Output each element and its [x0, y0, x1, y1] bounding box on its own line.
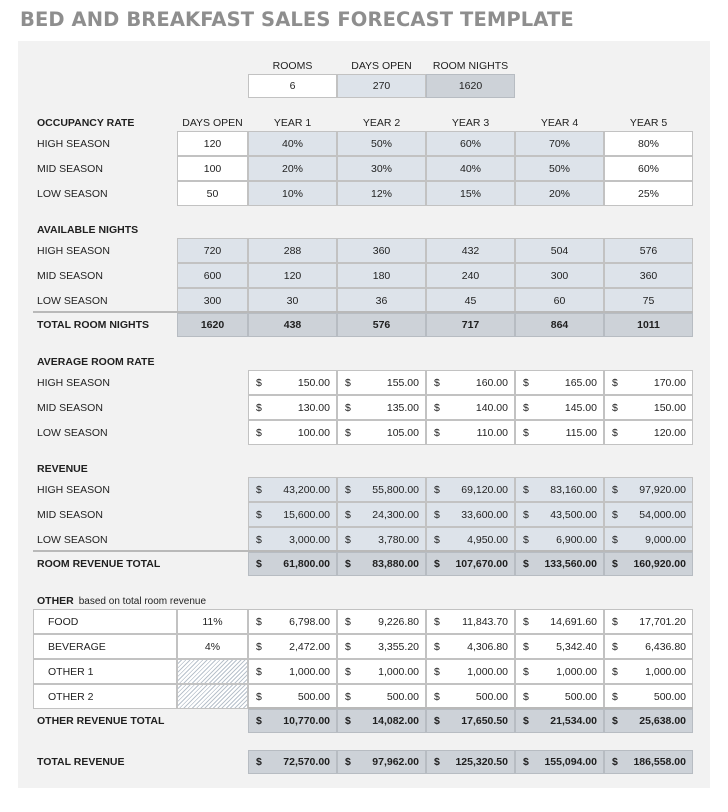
available-nights-cell[interactable]: 600: [177, 263, 248, 288]
amount-value: 1,000.00: [289, 665, 330, 678]
total-room-nights-cell[interactable]: 1011: [604, 313, 693, 337]
occupancy-cell[interactable]: 40%: [426, 156, 515, 181]
currency-symbol: $: [523, 401, 529, 414]
other-row-label[interactable]: FOOD: [33, 609, 177, 634]
amount-value: 145.00: [564, 401, 597, 414]
row-label: HIGH SEASON: [37, 244, 110, 257]
amount-value: 9,000.00: [645, 533, 686, 546]
summary-value[interactable]: 6: [248, 74, 337, 98]
other-revenue-cell[interactable]: [248, 609, 337, 634]
currency-symbol: $: [612, 640, 618, 653]
amount-value: 21,534.00: [550, 715, 597, 727]
currency-symbol: $: [434, 401, 440, 414]
occupancy-column-header: YEAR 2: [362, 117, 401, 129]
occupancy-cell[interactable]: 20%: [248, 156, 337, 181]
row-label: MID SEASON: [37, 162, 103, 175]
currency-symbol: $: [256, 401, 262, 414]
amount-value: 6,900.00: [556, 533, 597, 546]
currency-symbol: $: [434, 426, 440, 439]
other-revenue-cell[interactable]: [248, 634, 337, 659]
currency-symbol: $: [612, 615, 618, 628]
section-title-available-nights: AVAILABLE NIGHTS: [37, 224, 139, 236]
currency-symbol: $: [256, 558, 262, 570]
other-revenue-total-cell[interactable]: [248, 709, 337, 733]
revenue-cell[interactable]: [248, 527, 337, 552]
amount-value: 2,472.00: [289, 640, 330, 653]
other-note: based on total room revenue: [78, 595, 207, 607]
currency-symbol: $: [523, 533, 529, 546]
occupancy-cell[interactable]: 60%: [426, 131, 515, 156]
page-title: BED AND BREAKFAST SALES FORECAST TEMPLATE: [20, 8, 574, 31]
amount-value: 61,800.00: [283, 558, 330, 570]
amount-value: 500.00: [653, 690, 686, 703]
occupancy-column-header: YEAR 5: [629, 117, 668, 129]
amount-value: 150.00: [653, 401, 686, 414]
amount-value: 3,000.00: [289, 533, 330, 546]
room-rate-cell[interactable]: [515, 395, 604, 420]
available-nights-cell[interactable]: 36: [337, 288, 426, 313]
revenue-cell[interactable]: [248, 502, 337, 527]
currency-symbol: $: [256, 483, 262, 496]
occupancy-cell[interactable]: 80%: [604, 131, 693, 156]
section-title-occupancy: OCCUPANCY RATE: [37, 117, 135, 129]
currency-symbol: $: [612, 756, 618, 768]
row-label: HIGH SEASON: [37, 137, 110, 150]
room-rate-cell[interactable]: [337, 420, 426, 445]
currency-symbol: $: [523, 640, 529, 653]
other-revenue-total-cell[interactable]: [337, 709, 426, 733]
available-nights-cell[interactable]: 180: [337, 263, 426, 288]
amount-value: 4,306.80: [467, 640, 508, 653]
currency-symbol: $: [612, 715, 618, 727]
amount-value: 6,436.80: [645, 640, 686, 653]
available-nights-cell[interactable]: 240: [426, 263, 515, 288]
currency-symbol: $: [434, 690, 440, 703]
row-label: MID SEASON: [37, 269, 103, 282]
currency-symbol: $: [345, 558, 351, 570]
amount-value: 10,770.00: [283, 715, 330, 727]
amount-value: 135.00: [386, 401, 419, 414]
other-revenue-cell[interactable]: [604, 634, 693, 659]
available-nights-cell[interactable]: 30: [248, 288, 337, 313]
other-revenue-cell[interactable]: [337, 634, 426, 659]
room-rate-cell[interactable]: [604, 420, 693, 445]
room-rate-cell[interactable]: [337, 395, 426, 420]
amount-value: 107,670.00: [455, 558, 508, 570]
currency-symbol: $: [345, 401, 351, 414]
total-revenue-cell[interactable]: [337, 750, 426, 774]
occupancy-cell[interactable]: 50%: [337, 131, 426, 156]
available-nights-cell[interactable]: 360: [337, 238, 426, 263]
amount-value: 43,500.00: [550, 508, 597, 521]
amount-value: 155,094.00: [544, 756, 597, 768]
summary-header: ROOMS: [272, 60, 313, 72]
amount-value: 17,650.50: [461, 715, 508, 727]
room-rate-cell[interactable]: [426, 420, 515, 445]
amount-value: 160.00: [475, 376, 508, 389]
amount-value: 25,638.00: [639, 715, 686, 727]
other-row-label[interactable]: OTHER 1: [33, 659, 177, 684]
amount-value: 17,701.20: [639, 615, 686, 628]
currency-symbol: $: [434, 756, 440, 768]
amount-value: 165.00: [564, 376, 597, 389]
total-label: TOTAL REVENUE: [37, 756, 125, 768]
amount-value: 105.00: [386, 426, 419, 439]
currency-symbol: $: [434, 533, 440, 546]
currency-symbol: $: [612, 401, 618, 414]
room-rate-cell[interactable]: [604, 395, 693, 420]
occupancy-cell[interactable]: 30%: [337, 156, 426, 181]
room-revenue-total-cell[interactable]: [248, 552, 337, 576]
amount-value: 97,962.00: [372, 756, 419, 768]
amount-value: 150.00: [297, 376, 330, 389]
other-revenue-cell[interactable]: [515, 634, 604, 659]
currency-symbol: $: [345, 426, 351, 439]
other-revenue-cell[interactable]: [604, 609, 693, 634]
currency-symbol: $: [256, 376, 262, 389]
total-label: OTHER REVENUE TOTAL: [37, 715, 165, 727]
currency-symbol: $: [345, 533, 351, 546]
row-label: HIGH SEASON: [37, 483, 110, 496]
total-room-nights-cell[interactable]: 438: [248, 313, 337, 337]
available-nights-cell[interactable]: 504: [515, 238, 604, 263]
currency-symbol: $: [434, 715, 440, 727]
revenue-cell[interactable]: [515, 477, 604, 502]
other-revenue-cell[interactable]: [426, 609, 515, 634]
amount-value: 1,000.00: [467, 665, 508, 678]
currency-symbol: $: [612, 690, 618, 703]
room-rate-cell[interactable]: [426, 395, 515, 420]
section-title-average-room-rate: AVERAGE ROOM RATE: [37, 356, 155, 368]
row-label: LOW SEASON: [37, 426, 108, 439]
room-rate-cell[interactable]: [604, 370, 693, 395]
other-revenue-total-cell[interactable]: [604, 709, 693, 733]
summary-value[interactable]: 270: [337, 74, 426, 98]
amount-value: 140.00: [475, 401, 508, 414]
amount-value: 83,880.00: [372, 558, 419, 570]
currency-symbol: $: [345, 715, 351, 727]
occupancy-cell[interactable]: 120: [177, 131, 248, 156]
revenue-cell[interactable]: [426, 477, 515, 502]
other-percent-cell[interactable]: 11%: [177, 609, 248, 634]
occupancy-column-header: YEAR 4: [540, 117, 579, 129]
currency-symbol: $: [256, 533, 262, 546]
amount-value: 115.00: [565, 426, 597, 439]
occupancy-cell[interactable]: 70%: [515, 131, 604, 156]
currency-symbol: $: [523, 665, 529, 678]
amount-value: 69,120.00: [461, 483, 508, 496]
amount-value: 97,920.00: [639, 483, 686, 496]
occupancy-cell[interactable]: 10%: [248, 181, 337, 206]
currency-symbol: $: [434, 376, 440, 389]
amount-value: 15,600.00: [283, 508, 330, 521]
amount-value: 170.00: [653, 376, 686, 389]
room-revenue-total-cell[interactable]: [426, 552, 515, 576]
currency-symbol: $: [345, 690, 351, 703]
row-label: LOW SEASON: [37, 187, 108, 200]
currency-symbol: $: [345, 756, 351, 768]
amount-value: 186,558.00: [633, 756, 686, 768]
room-revenue-total-cell[interactable]: [337, 552, 426, 576]
other-revenue-cell[interactable]: [426, 634, 515, 659]
row-label: LOW SEASON: [37, 294, 108, 307]
room-rate-cell[interactable]: [515, 420, 604, 445]
revenue-cell[interactable]: [515, 527, 604, 552]
currency-symbol: $: [345, 615, 351, 628]
currency-symbol: $: [434, 483, 440, 496]
other-row-label[interactable]: BEVERAGE: [33, 634, 177, 659]
total-revenue-cell[interactable]: [604, 750, 693, 774]
currency-symbol: $: [256, 508, 262, 521]
currency-symbol: $: [256, 690, 262, 703]
section-title-revenue: REVENUE: [37, 463, 88, 475]
total-label: ROOM REVENUE TOTAL: [37, 558, 161, 570]
room-revenue-total-cell[interactable]: [515, 552, 604, 576]
revenue-cell[interactable]: [426, 527, 515, 552]
currency-symbol: $: [256, 665, 262, 678]
amount-value: 33,600.00: [461, 508, 508, 521]
other-percent-disabled: [177, 684, 248, 709]
currency-symbol: $: [523, 615, 529, 628]
revenue-cell[interactable]: [337, 502, 426, 527]
currency-symbol: $: [612, 508, 618, 521]
currency-symbol: $: [256, 426, 262, 439]
amount-value: 24,300.00: [372, 508, 419, 521]
amount-value: 1,000.00: [378, 665, 419, 678]
total-room-nights-cell[interactable]: 1620: [177, 313, 248, 337]
other-revenue-cell[interactable]: [604, 684, 693, 709]
currency-symbol: $: [345, 483, 351, 496]
available-nights-cell[interactable]: 576: [604, 238, 693, 263]
other-percent-disabled: [177, 659, 248, 684]
total-revenue-cell[interactable]: [515, 750, 604, 774]
currency-symbol: $: [523, 508, 529, 521]
currency-symbol: $: [523, 483, 529, 496]
occupancy-cell[interactable]: 25%: [604, 181, 693, 206]
other-percent-cell[interactable]: 4%: [177, 634, 248, 659]
revenue-cell[interactable]: [604, 502, 693, 527]
currency-symbol: $: [434, 615, 440, 628]
occupancy-cell[interactable]: 50%: [515, 156, 604, 181]
amount-value: 1,000.00: [645, 665, 686, 678]
currency-symbol: $: [523, 558, 529, 570]
room-rate-cell[interactable]: [337, 370, 426, 395]
amount-value: 500.00: [475, 690, 508, 703]
room-rate-cell[interactable]: [248, 370, 337, 395]
currency-symbol: $: [523, 376, 529, 389]
total-room-nights-cell[interactable]: 576: [337, 313, 426, 337]
currency-symbol: $: [523, 715, 529, 727]
currency-symbol: $: [434, 640, 440, 653]
room-revenue-total-cell[interactable]: [604, 552, 693, 576]
amount-value: 3,355.20: [378, 640, 419, 653]
other-revenue-total-cell[interactable]: [515, 709, 604, 733]
row-label: HIGH SEASON: [37, 376, 110, 389]
currency-symbol: $: [345, 508, 351, 521]
amount-value: 11,843.70: [462, 615, 508, 628]
other-title: OTHER: [37, 595, 74, 607]
currency-symbol: $: [612, 426, 618, 439]
occupancy-cell[interactable]: 12%: [337, 181, 426, 206]
other-revenue-cell[interactable]: [426, 684, 515, 709]
available-nights-cell[interactable]: 60: [515, 288, 604, 313]
occupancy-column-header: YEAR 1: [273, 117, 312, 129]
currency-symbol: $: [612, 558, 618, 570]
amount-value: 500.00: [297, 690, 330, 703]
section-title-other: [33, 593, 293, 609]
row-label: MID SEASON: [37, 401, 103, 414]
amount-value: 125,320.50: [455, 756, 508, 768]
amount-value: 100.00: [297, 426, 330, 439]
currency-symbol: $: [256, 640, 262, 653]
amount-value: 83,160.00: [550, 483, 597, 496]
row-label: LOW SEASON: [37, 533, 108, 546]
amount-value: 155.00: [386, 376, 419, 389]
currency-symbol: $: [256, 715, 262, 727]
amount-value: 1,000.00: [556, 665, 597, 678]
other-revenue-cell[interactable]: [337, 609, 426, 634]
amount-value: 120.00: [653, 426, 686, 439]
currency-symbol: $: [434, 558, 440, 570]
currency-symbol: $: [612, 665, 618, 678]
amount-value: 55,800.00: [372, 483, 419, 496]
revenue-cell[interactable]: [248, 477, 337, 502]
occupancy-cell[interactable]: 60%: [604, 156, 693, 181]
available-nights-cell[interactable]: 300: [515, 263, 604, 288]
row-label: MID SEASON: [37, 508, 103, 521]
amount-value: 500.00: [564, 690, 597, 703]
available-nights-cell[interactable]: 432: [426, 238, 515, 263]
total-revenue-cell[interactable]: [426, 750, 515, 774]
total-revenue-cell[interactable]: [248, 750, 337, 774]
total-room-nights-cell[interactable]: 717: [426, 313, 515, 337]
amount-value: 500.00: [386, 690, 419, 703]
currency-symbol: $: [612, 376, 618, 389]
currency-symbol: $: [345, 665, 351, 678]
revenue-cell[interactable]: [337, 527, 426, 552]
available-nights-cell[interactable]: 720: [177, 238, 248, 263]
other-revenue-cell[interactable]: [248, 684, 337, 709]
amount-value: 9,226.80: [378, 615, 419, 628]
other-revenue-cell[interactable]: [337, 684, 426, 709]
currency-symbol: $: [612, 483, 618, 496]
currency-symbol: $: [345, 376, 351, 389]
currency-symbol: $: [434, 665, 440, 678]
currency-symbol: $: [256, 756, 262, 768]
other-revenue-cell[interactable]: [337, 659, 426, 684]
other-revenue-cell[interactable]: [515, 609, 604, 634]
amount-value: 6,798.00: [289, 615, 330, 628]
amount-value: 130.00: [297, 401, 330, 414]
occupancy-column-header: YEAR 3: [451, 117, 490, 129]
amount-value: 54,000.00: [639, 508, 686, 521]
available-nights-cell[interactable]: 120: [248, 263, 337, 288]
revenue-cell[interactable]: [604, 527, 693, 552]
other-revenue-cell[interactable]: [426, 659, 515, 684]
currency-symbol: $: [345, 640, 351, 653]
occupancy-column-header: DAYS OPEN: [182, 117, 243, 129]
available-nights-cell[interactable]: 45: [426, 288, 515, 313]
amount-value: 43,200.00: [283, 483, 330, 496]
revenue-cell[interactable]: [604, 477, 693, 502]
currency-symbol: $: [612, 533, 618, 546]
available-nights-cell[interactable]: 300: [177, 288, 248, 313]
amount-value: 14,691.60: [550, 615, 597, 628]
amount-value: 160,920.00: [633, 558, 686, 570]
amount-value: 110.00: [476, 426, 508, 439]
other-revenue-cell[interactable]: [604, 659, 693, 684]
other-revenue-cell[interactable]: [515, 659, 604, 684]
other-revenue-total-cell[interactable]: [426, 709, 515, 733]
amount-value: 4,950.00: [467, 533, 508, 546]
available-nights-cell[interactable]: 360: [604, 263, 693, 288]
room-rate-cell[interactable]: [248, 420, 337, 445]
currency-symbol: $: [523, 756, 529, 768]
available-nights-cell[interactable]: 288: [248, 238, 337, 263]
summary-value[interactable]: 1620: [426, 74, 515, 98]
currency-symbol: $: [523, 690, 529, 703]
room-rate-cell[interactable]: [515, 370, 604, 395]
room-rate-cell[interactable]: [426, 370, 515, 395]
currency-symbol: $: [256, 615, 262, 628]
summary-header: ROOM NIGHTS: [432, 60, 509, 72]
amount-value: 3,780.00: [378, 533, 419, 546]
amount-value: 72,570.00: [283, 756, 330, 768]
summary-header: DAYS OPEN: [351, 60, 412, 72]
total-label: TOTAL ROOM NIGHTS: [37, 319, 149, 331]
other-row-label[interactable]: OTHER 2: [33, 684, 177, 709]
amount-value: 133,560.00: [544, 558, 597, 570]
other-revenue-cell[interactable]: [515, 684, 604, 709]
other-revenue-cell[interactable]: [248, 659, 337, 684]
amount-value: 5,342.40: [556, 640, 597, 653]
occupancy-cell[interactable]: 15%: [426, 181, 515, 206]
revenue-cell[interactable]: [515, 502, 604, 527]
occupancy-cell[interactable]: 100: [177, 156, 248, 181]
occupancy-cell[interactable]: 50: [177, 181, 248, 206]
revenue-cell[interactable]: [426, 502, 515, 527]
available-nights-cell[interactable]: 75: [604, 288, 693, 313]
currency-symbol: $: [523, 426, 529, 439]
room-rate-cell[interactable]: [248, 395, 337, 420]
total-room-nights-cell[interactable]: 864: [515, 313, 604, 337]
occupancy-cell[interactable]: 20%: [515, 181, 604, 206]
amount-value: 14,082.00: [372, 715, 419, 727]
revenue-cell[interactable]: [337, 477, 426, 502]
occupancy-cell[interactable]: 40%: [248, 131, 337, 156]
currency-symbol: $: [434, 508, 440, 521]
